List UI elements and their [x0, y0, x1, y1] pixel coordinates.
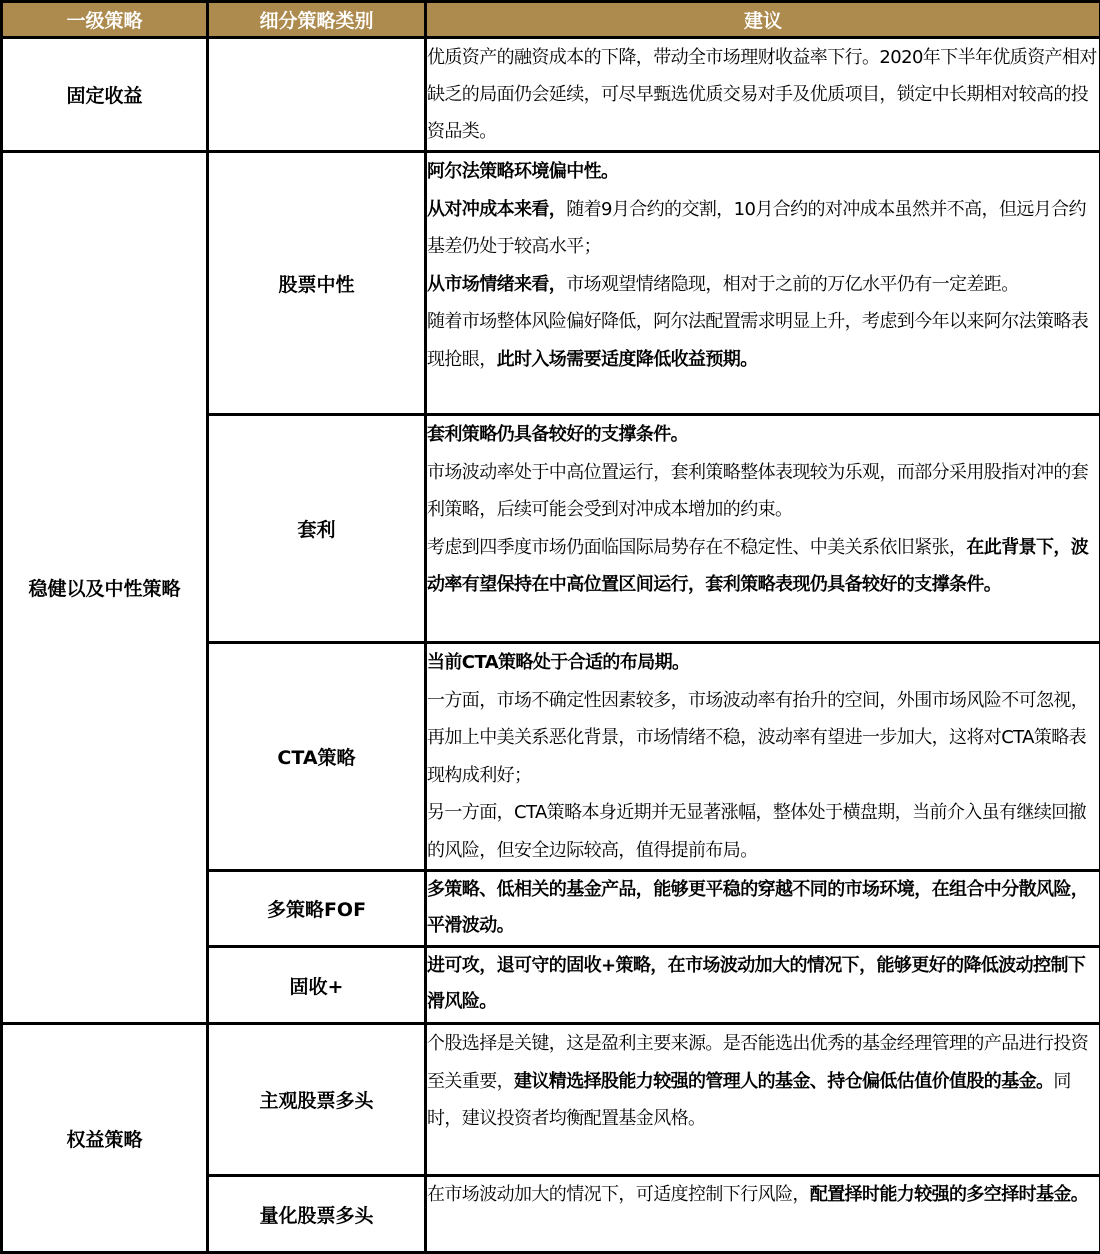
advice-discretionary-long	[426, 1024, 1100, 1176]
advice-text-bold: 多策略、低相关的基金产品，能够更平稳的穿越不同的市场环境，在组合中分散风险，平滑波动。	[427, 879, 1088, 936]
advice-text-bold: 从对冲成本来看，	[427, 199, 566, 220]
advice-text: 在市场波动加大的情况下，可适度控制下行风险，	[427, 1184, 810, 1205]
advice-text: 另一方面，CTA策略本身近期并无显著涨幅，整体处于横盘期，当前介入虽有继续回撤的风险，但安全边际较高，值得提前布局。	[427, 802, 1086, 861]
advice-text: 同时，建议投资者均衡配置基金风格。	[427, 1071, 1071, 1130]
sub-category-empty	[208, 38, 426, 152]
table-row	[2, 152, 1100, 415]
advice-equity-neutral	[426, 152, 1100, 415]
level1-fixed-income: 固定收益	[2, 38, 208, 152]
advice-paragraph	[427, 794, 1099, 869]
sub-category-arbitrage: 套利	[208, 415, 426, 643]
advice-text: 市场波动率处于中高位置运行，套利策略整体表现较为乐观，而部分采用股指对冲的套利策略，后续可能会受到对冲成本增加的约束。	[427, 462, 1088, 521]
advice-text-bold: 此时入场需要适度降低收益预期。	[497, 349, 758, 370]
sub-category-discretionary-long: 主观股票多头	[208, 1024, 426, 1176]
advice-paragraph	[427, 454, 1099, 529]
advice-fixed-income	[426, 38, 1100, 152]
advice-text-bold: 套利策略仍具备较好的支撑条件。	[427, 424, 688, 445]
advice-paragraph	[427, 1025, 1099, 1138]
level1-stable-neutral: 稳健以及中性策略	[2, 152, 208, 1024]
advice-paragraph	[427, 39, 1099, 150]
header-advice: 建议	[426, 2, 1100, 38]
advice-paragraph	[427, 682, 1099, 795]
advice-quant-long	[426, 1176, 1100, 1253]
sub-category-cta: CTA策略	[208, 643, 426, 871]
sub-category-fixed-income-plus: 固收+	[208, 947, 426, 1024]
advice-paragraph	[427, 644, 1099, 682]
advice-text-bold: 在此背景下，波动率有望保持在中高位置区间运行，套利策略表现仍具备较好的支撑条件。	[427, 537, 1088, 596]
level1-equity: 权益策略	[2, 1024, 208, 1253]
advice-text: 随着9月合约的交割，10月合约的对冲成本虽然并不高，但远月合约基差仍处于较高水平；	[427, 199, 1086, 258]
advice-paragraph	[427, 416, 1099, 454]
advice-text-bold: 当前CTA策略处于合适的布局期。	[427, 652, 689, 673]
advice-paragraph	[427, 1177, 1099, 1213]
advice-paragraph	[427, 266, 1099, 304]
advice-paragraph	[427, 153, 1099, 191]
advice-text: 个股选择是关键，这是盈利主要来源。是否能选出优秀的基金经理管理的产品进行投资至关重要，	[427, 1033, 1088, 1092]
advice-text-bold: 从市场情绪来看，	[427, 274, 566, 295]
sub-category-quant-long: 量化股票多头	[208, 1176, 426, 1253]
advice-text-bold: 配置择时能力较强的多空择时基金。	[810, 1184, 1088, 1205]
advice-text-bold: 建议精选择股能力较强的管理人的基金、持仓偏低估值价值股的基金。	[514, 1071, 1053, 1092]
advice-paragraph	[427, 191, 1099, 266]
header-level1: 一级策略	[2, 2, 208, 38]
advice-text: 随着市场整体风险偏好降低，阿尔法配置需求明显上升，考虑到今年以来阿尔法策略表现抢眼，	[427, 311, 1088, 370]
advice-paragraph	[427, 872, 1099, 944]
advice-text: 市场观望情绪隐现，相对于之前的万亿水平仍有一定差距。	[566, 274, 1018, 295]
advice-text: 考虑到四季度市场仍面临国际局势存在不稳定性、中美关系依旧紧张，	[427, 537, 966, 558]
advice-cta	[426, 643, 1100, 871]
advice-text-bold: 进可攻，退可守的固收+策略，在市场波动加大的情况下，能够更好的降低波动控制下滑风险。	[427, 955, 1085, 1012]
advice-fixed-income-plus	[426, 947, 1100, 1024]
advice-text: 一方面，市场不确定性因素较多，市场波动率有抬升的空间，外围市场风险不可忽视，再加上中美关系恶化背景，市场情绪不稳，波动率有望进一步加大，这将对CTA策略表现构成利好；	[427, 690, 1088, 786]
advice-text: 优质资产的融资成本的下降，带动全市场理财收益率下行。2020年下半年优质资产相对缺乏的局面仍会延续，可尽早甄选优质交易对手及优质项目，锁定中长期相对较高的投资品类。	[427, 47, 1097, 142]
table-row	[2, 38, 1100, 152]
table-row	[2, 1024, 1100, 1176]
sub-category-multi-strategy-fof: 多策略FOF	[208, 871, 426, 947]
advice-arbitrage	[426, 415, 1100, 643]
advice-multi-strategy-fof	[426, 871, 1100, 947]
advice-text-bold: 阿尔法策略环境偏中性。	[427, 161, 618, 182]
header-sub-category: 细分策略类别	[208, 2, 426, 38]
advice-paragraph	[427, 948, 1099, 1020]
sub-category-equity-neutral: 股票中性	[208, 152, 426, 415]
header-row	[2, 2, 1100, 38]
advice-paragraph	[427, 303, 1099, 378]
advice-paragraph	[427, 529, 1099, 604]
